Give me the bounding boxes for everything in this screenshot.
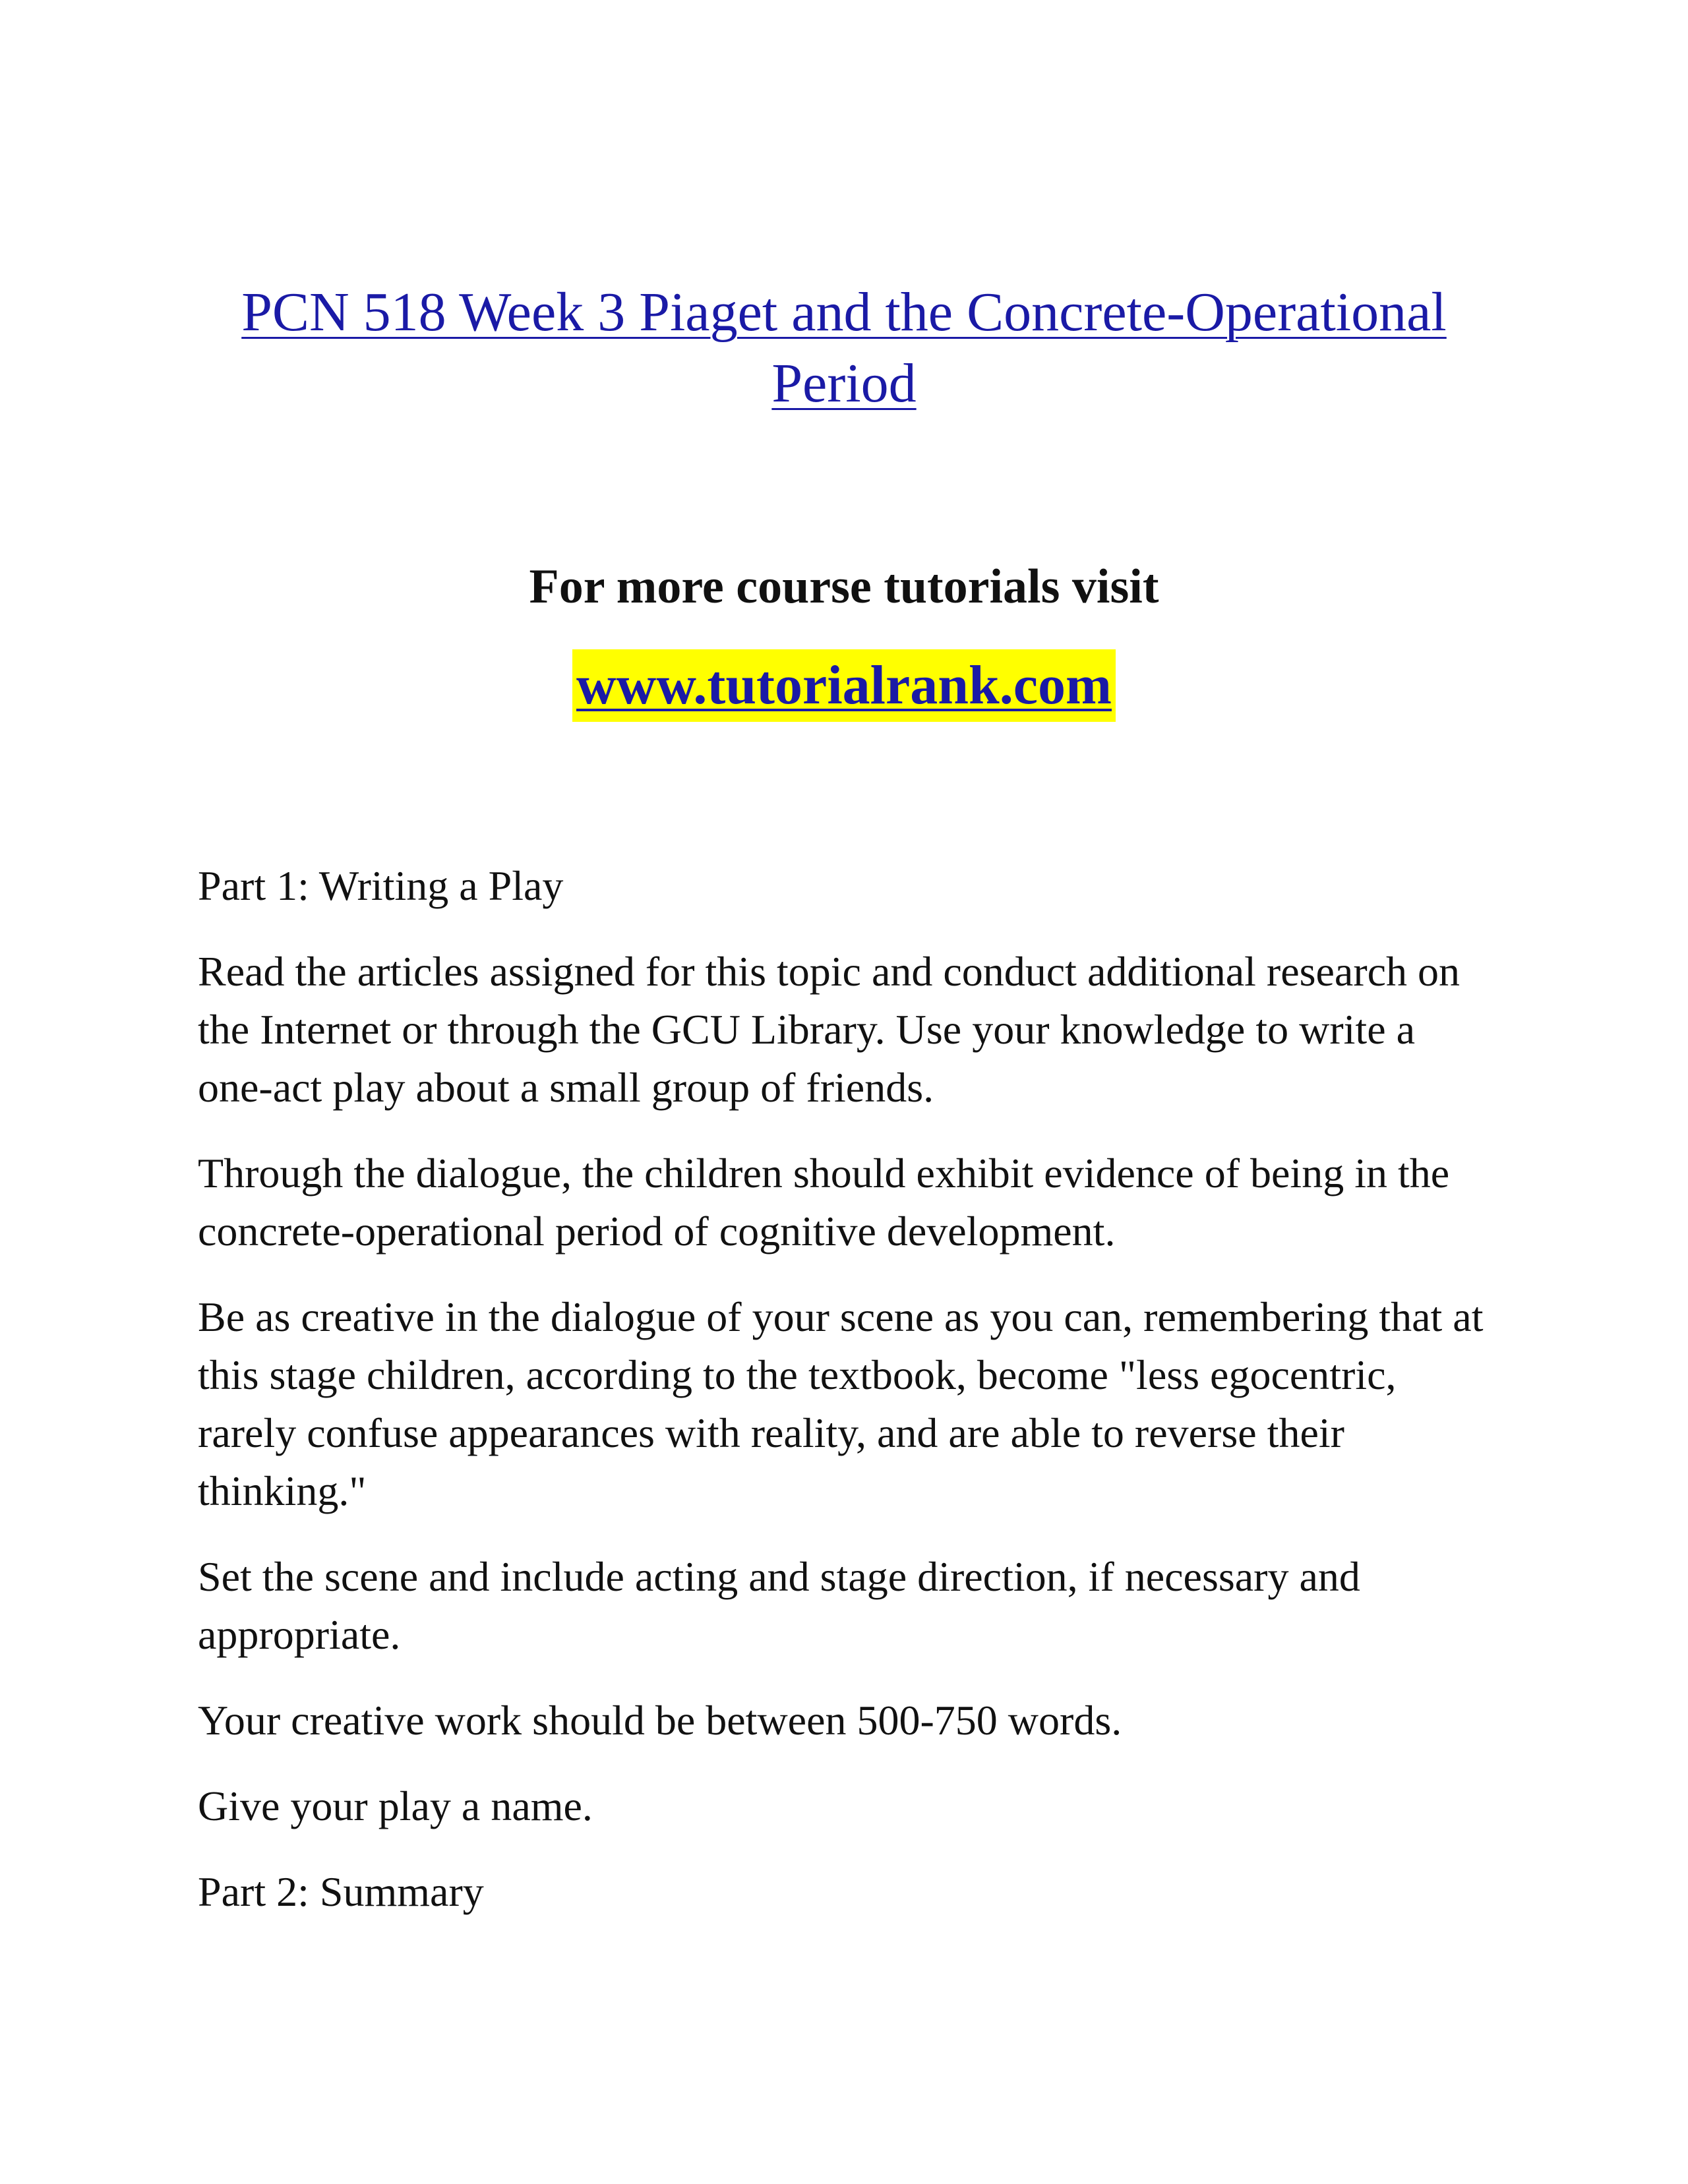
instruction-paragraph: Set the scene and include acting and stage direction, if necessary and appropriate. bbox=[198, 1553, 1360, 1658]
visit-text: For more course tutorials visit bbox=[529, 560, 1159, 614]
website-link[interactable]: www.tutorialrank.com bbox=[576, 655, 1112, 716]
instruction-paragraph: Your creative work should be between 500-750 words. bbox=[198, 1697, 1122, 1744]
instruction-paragraph: Read the articles assigned for this topic and conduct additional research on the Internet or through the GCU Library. Use your knowledge to write a one-act play about a small group of friends. bbox=[198, 948, 1461, 1111]
instruction-paragraph: Give your play a name. bbox=[198, 1783, 593, 1829]
instruction-paragraph: Through the dialogue, the children should exhibit evidence of being in the concrete-operational period of cognitive development. bbox=[198, 1150, 1450, 1254]
website-container bbox=[198, 649, 1490, 722]
document-title bbox=[198, 277, 1490, 419]
part-1-heading: Part 1: Writing a Play bbox=[198, 862, 564, 909]
part-2-heading: Part 2: Summary bbox=[198, 1868, 484, 1915]
document-body bbox=[198, 857, 1490, 1949]
instruction-paragraph: Be as creative in the dialogue of your scene as you can, remembering that at this stage children, according to the textbook, become "less egocentric, rarely confuse appearances with reality, and are able to reverse their thinking." bbox=[198, 1293, 1484, 1514]
title-link[interactable]: PCN 518 Week 3 Piaget and the Concrete-Operational Period bbox=[241, 281, 1447, 414]
website-highlight bbox=[572, 649, 1116, 722]
